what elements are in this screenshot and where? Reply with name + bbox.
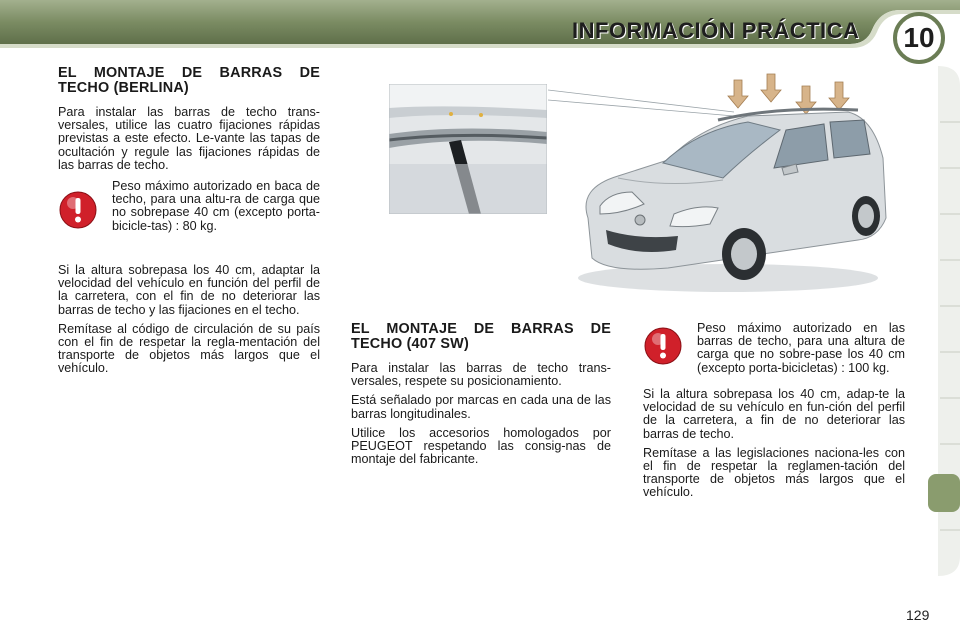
right-column (643, 322, 905, 506)
chapter-tabs (928, 66, 960, 576)
paragraph: Remítase a las legislaciones naciona-les con el fin de respetar la reglamen-tación del transporte de objetos más largos que el vehículo. (643, 445, 905, 500)
section-title-berlina: EL MONTAJE DE BARRAS DE TECHO (BERLINA) (58, 65, 320, 96)
warning-box (643, 322, 905, 388)
paragraph: Si la altura sobrepasa los 40 cm, adap-te la velocidad de su vehículo en fun-ción del perfil de la carretera, a fin de no deteriorar las barras de techo. (643, 387, 905, 441)
warning-box (58, 180, 320, 250)
warning-text: Peso máximo autorizado en baca de techo, para una altu-ra de carga que no sobrepase 40 cm (excepto porta-bicicle-tas) : 80 kg. (112, 179, 320, 233)
paragraph: Si la altura sobrepasa los 40 cm, adaptar la velocidad del vehículo en función del perfil de la carretera, con el fin de no deteriorar las barras de techo y las fijaciones en el techo. (58, 263, 320, 317)
paragraph: Para instalar las barras de techo trans-versales, utilice las cuatro fijaciones rápidas previstas a este efecto. Le-vante las tapas de ocultación y regule las fijaciones rápidas de las barras de techo. (58, 105, 320, 172)
paragraph: Está señalado por marcas en cada una de las barras longitudinales. (351, 393, 611, 421)
exclamation-circle-icon (58, 190, 98, 230)
paragraph: Remítase al código de circulación de su país con el fin de respetar la regla-mentación del transporte de objetos más largos que el vehículo. (58, 321, 320, 376)
car-illustration (548, 68, 892, 300)
warning-text: Peso máximo autorizado en las barras de techo, para una altura de carga que no sobre-pase los 40 cm (excepto porta-bicicletas) : 100 kg. (697, 321, 905, 375)
left-column (58, 66, 320, 382)
chapter-number-badge: 10 (893, 12, 945, 64)
roof-rail-detail-image (389, 84, 547, 214)
paragraph: Utilice los accesorios homologados por PEUGEOT respetando las consig-nas de montaje del fabricante. (351, 425, 611, 467)
exclamation-circle-icon (643, 326, 683, 366)
page-number: 129 (906, 607, 930, 623)
section-title-407sw: EL MONTAJE DE BARRAS DE TECHO (407 SW) (351, 321, 611, 352)
paragraph: Para instalar las barras de techo trans-versales, respete su posicionamiento. (351, 361, 611, 389)
page-title: INFORMACIÓN PRÁCTICA (572, 18, 860, 43)
middle-column (351, 322, 611, 472)
